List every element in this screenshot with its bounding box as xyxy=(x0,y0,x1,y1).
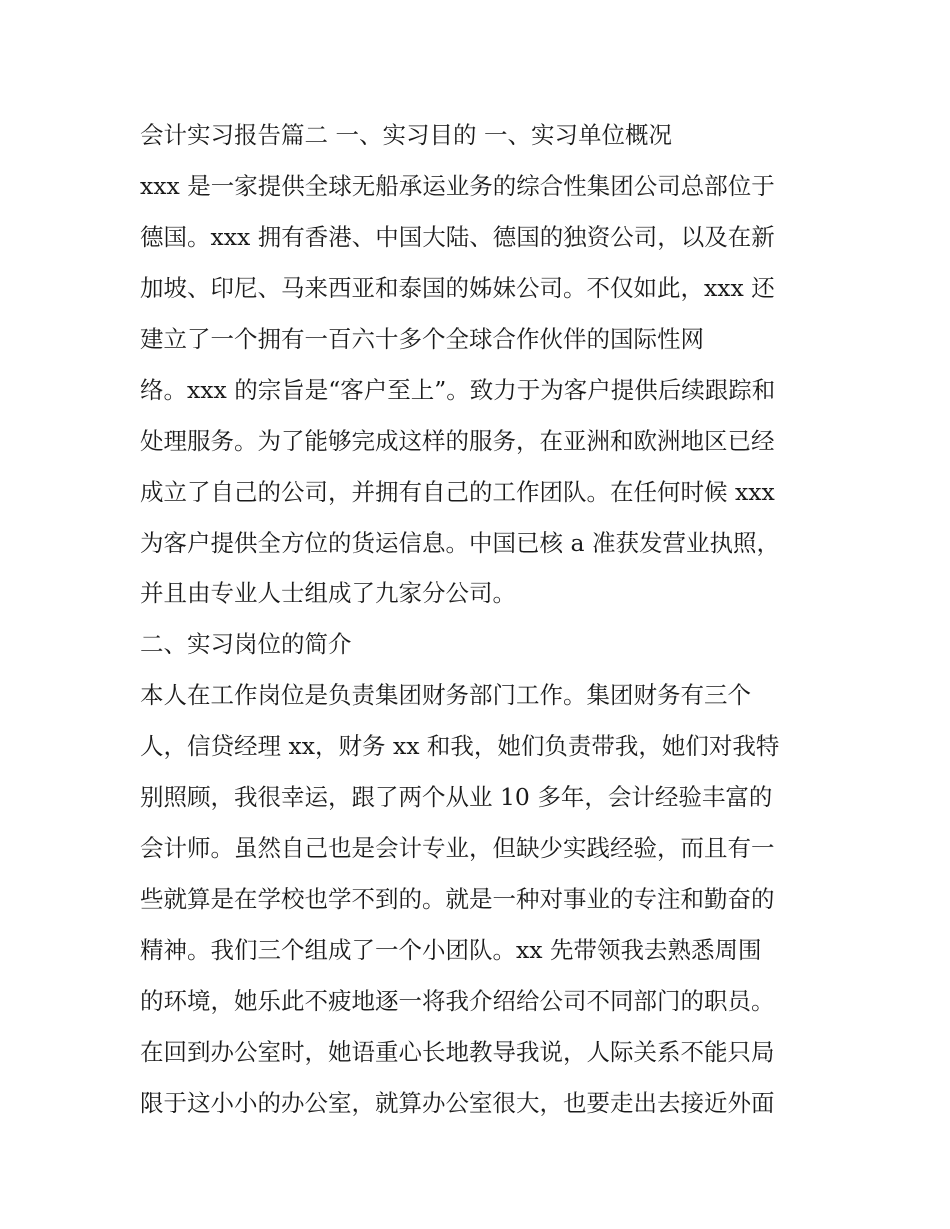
text-line: 限于这小小的办公室，就算办公室很大，也要走出去接近外面 xyxy=(140,1088,775,1117)
text-line: 些就算是在学校也学不到的。就是一种对事业的专注和勤奋的 xyxy=(140,885,775,914)
text-line: 处理服务。为了能够完成这样的服务，在亚洲和欧洲地区已经 xyxy=(140,426,775,455)
text-line: 人，信贷经理 xx，财务 xx 和我，她们负责带我，她们对我特 xyxy=(140,732,780,761)
text-line: 在回到办公室时，她语重心长地教导我说，人际关系不能只局 xyxy=(140,1037,775,1066)
text-line: 会计师。虽然自己也是会计专业，但缺少实践经验，而且有一 xyxy=(140,834,775,863)
text-line: 并且由专业人士组成了九家分公司。 xyxy=(140,579,516,608)
text-line: 成立了自己的公司，并拥有自己的工作团队。在任何时候 xxx xyxy=(140,477,775,506)
report-text xyxy=(140,110,830,1129)
text-line: 络。xxx 的宗旨是“客户至上”。致力于为客户提供后续跟踪和 xyxy=(140,375,776,404)
text-line: 为客户提供全方位的货运信息。中国已核 a 准获发营业执照， xyxy=(140,528,780,557)
text-line: 本人在工作岗位是负责集团财务部门工作。集团财务有三个 xyxy=(140,681,751,710)
text-line: xxx 是一家提供全球无船承运业务的综合性集团公司总部位于 xyxy=(140,171,775,200)
section-heading: 二、实习岗位的简介 xyxy=(140,630,352,659)
text-line: 德国。xxx 拥有香港、中国大陆、德国的独资公司，以及在新 xyxy=(140,222,775,251)
text-line-title: 会计实习报告篇二 一、实习目的 一、实习单位概况 xyxy=(140,121,672,149)
text-line: 加坡、印尼、马来西亚和泰国的姊妹公司。不仅如此，xxx 还 xyxy=(140,273,775,302)
text-line: 精神。我们三个组成了一个小团队。xx 先带领我去熟悉周围 xyxy=(140,936,762,964)
text-line: 建立了一个拥有一百六十多个全球合作伙伴的国际性网 xyxy=(140,324,704,353)
text-line: 别照顾，我很幸运，跟了两个从业 10 多年，会计经验丰富的 xyxy=(140,783,773,812)
text-line: 的环境，她乐此不疲地逐一将我介绍给公司不同部门的职员。 xyxy=(140,986,775,1015)
